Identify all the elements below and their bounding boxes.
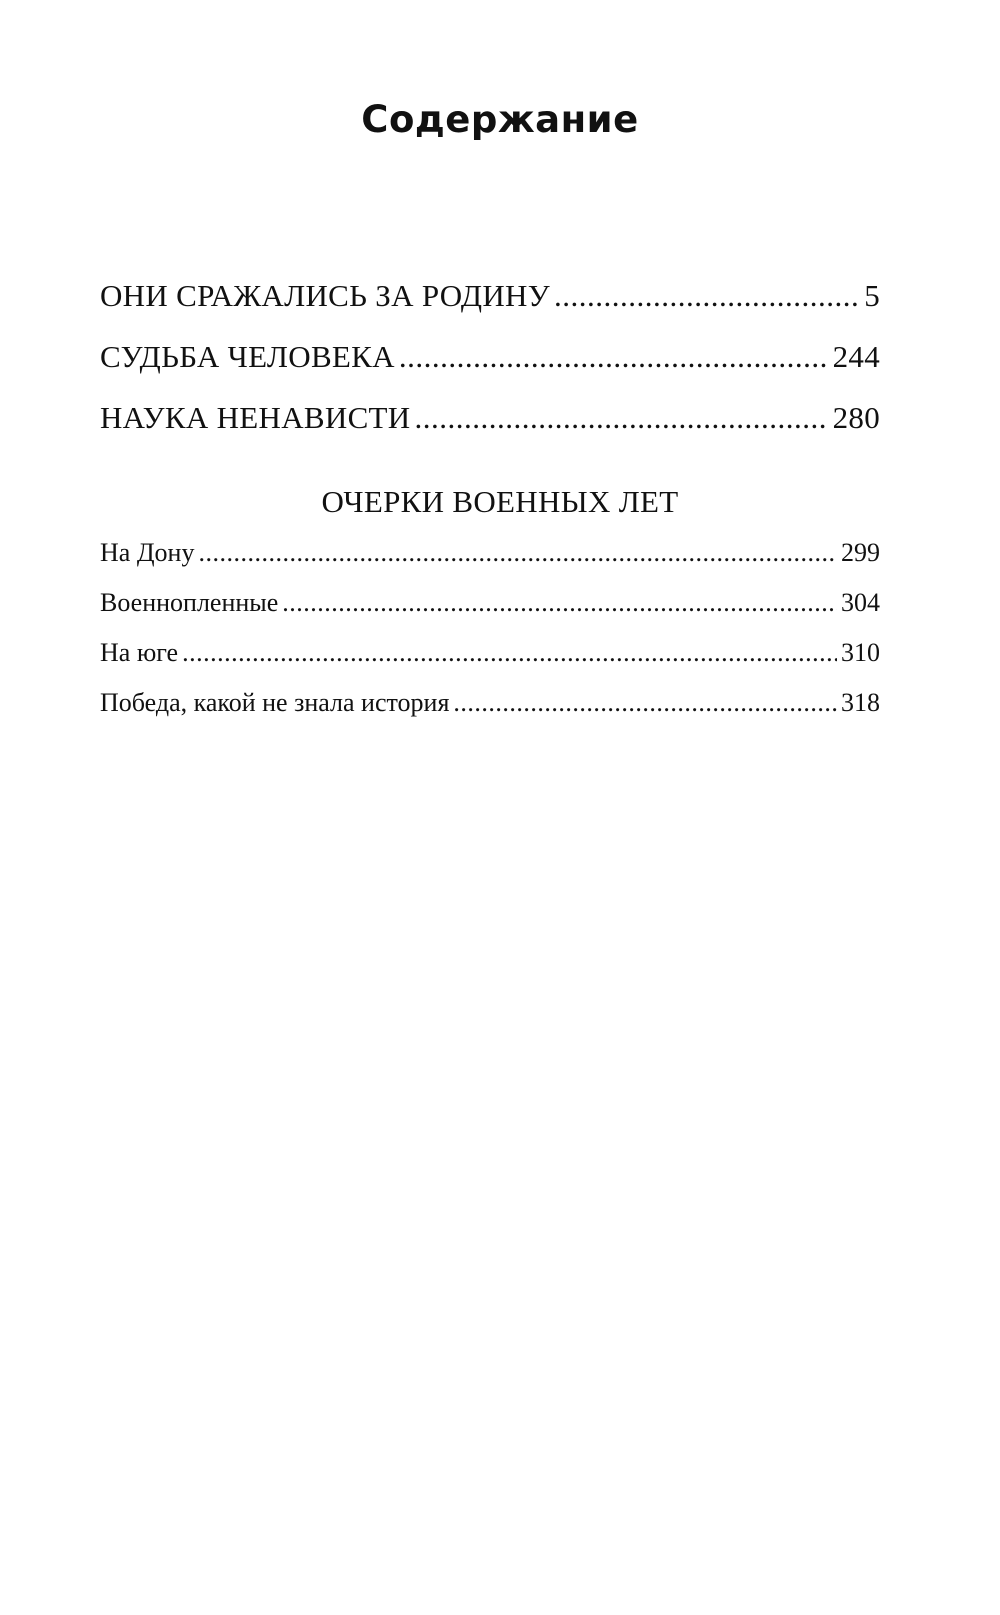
toc-leader-dots xyxy=(282,588,837,618)
toc-entry[interactable] xyxy=(100,688,880,738)
toc-entry-label: Победа, какой не знала история xyxy=(100,688,450,717)
toc-entry-label: На юге xyxy=(100,638,179,667)
toc-entry-page: 310 xyxy=(841,638,880,667)
toc-leader-dots xyxy=(399,339,829,375)
toc-entry-page: 304 xyxy=(841,588,880,617)
toc-entry[interactable] xyxy=(100,588,880,638)
toc-entry-label: НАУКА НЕНАВИСТИ xyxy=(100,400,411,435)
toc-leader-dots xyxy=(414,400,828,436)
toc-entry-page: 5 xyxy=(864,278,880,313)
toc-leader-dots xyxy=(554,278,860,314)
toc-entry[interactable] xyxy=(100,339,880,400)
toc-leader-dots xyxy=(198,538,837,568)
toc-entry-page: 244 xyxy=(832,339,880,374)
toc-leader-dots xyxy=(453,688,837,718)
toc-entry-label: На Дону xyxy=(100,538,195,567)
page-title: Содержание xyxy=(361,98,639,141)
toc-entry[interactable] xyxy=(100,538,880,588)
toc-entry-page: 318 xyxy=(841,688,880,717)
toc-entry[interactable] xyxy=(100,638,880,688)
toc-entry-page: 280 xyxy=(832,400,880,435)
section-heading: ОЧЕРКИ ВОЕННЫХ ЛЕТ xyxy=(321,484,679,519)
toc-entry[interactable] xyxy=(100,278,880,339)
toc-section-list xyxy=(100,538,880,738)
toc-entry-label: Военнопленные xyxy=(100,588,279,617)
toc-entry-label: ОНИ СРАЖАЛИСЬ ЗА РОДИНУ xyxy=(100,278,550,313)
toc-main-list xyxy=(100,278,880,461)
toc-entry-label: СУДЬБА ЧЕЛОВЕКА xyxy=(100,339,395,374)
toc-leader-dots xyxy=(182,638,837,668)
toc-entry[interactable] xyxy=(100,400,880,461)
toc-entry-page: 299 xyxy=(841,538,880,567)
